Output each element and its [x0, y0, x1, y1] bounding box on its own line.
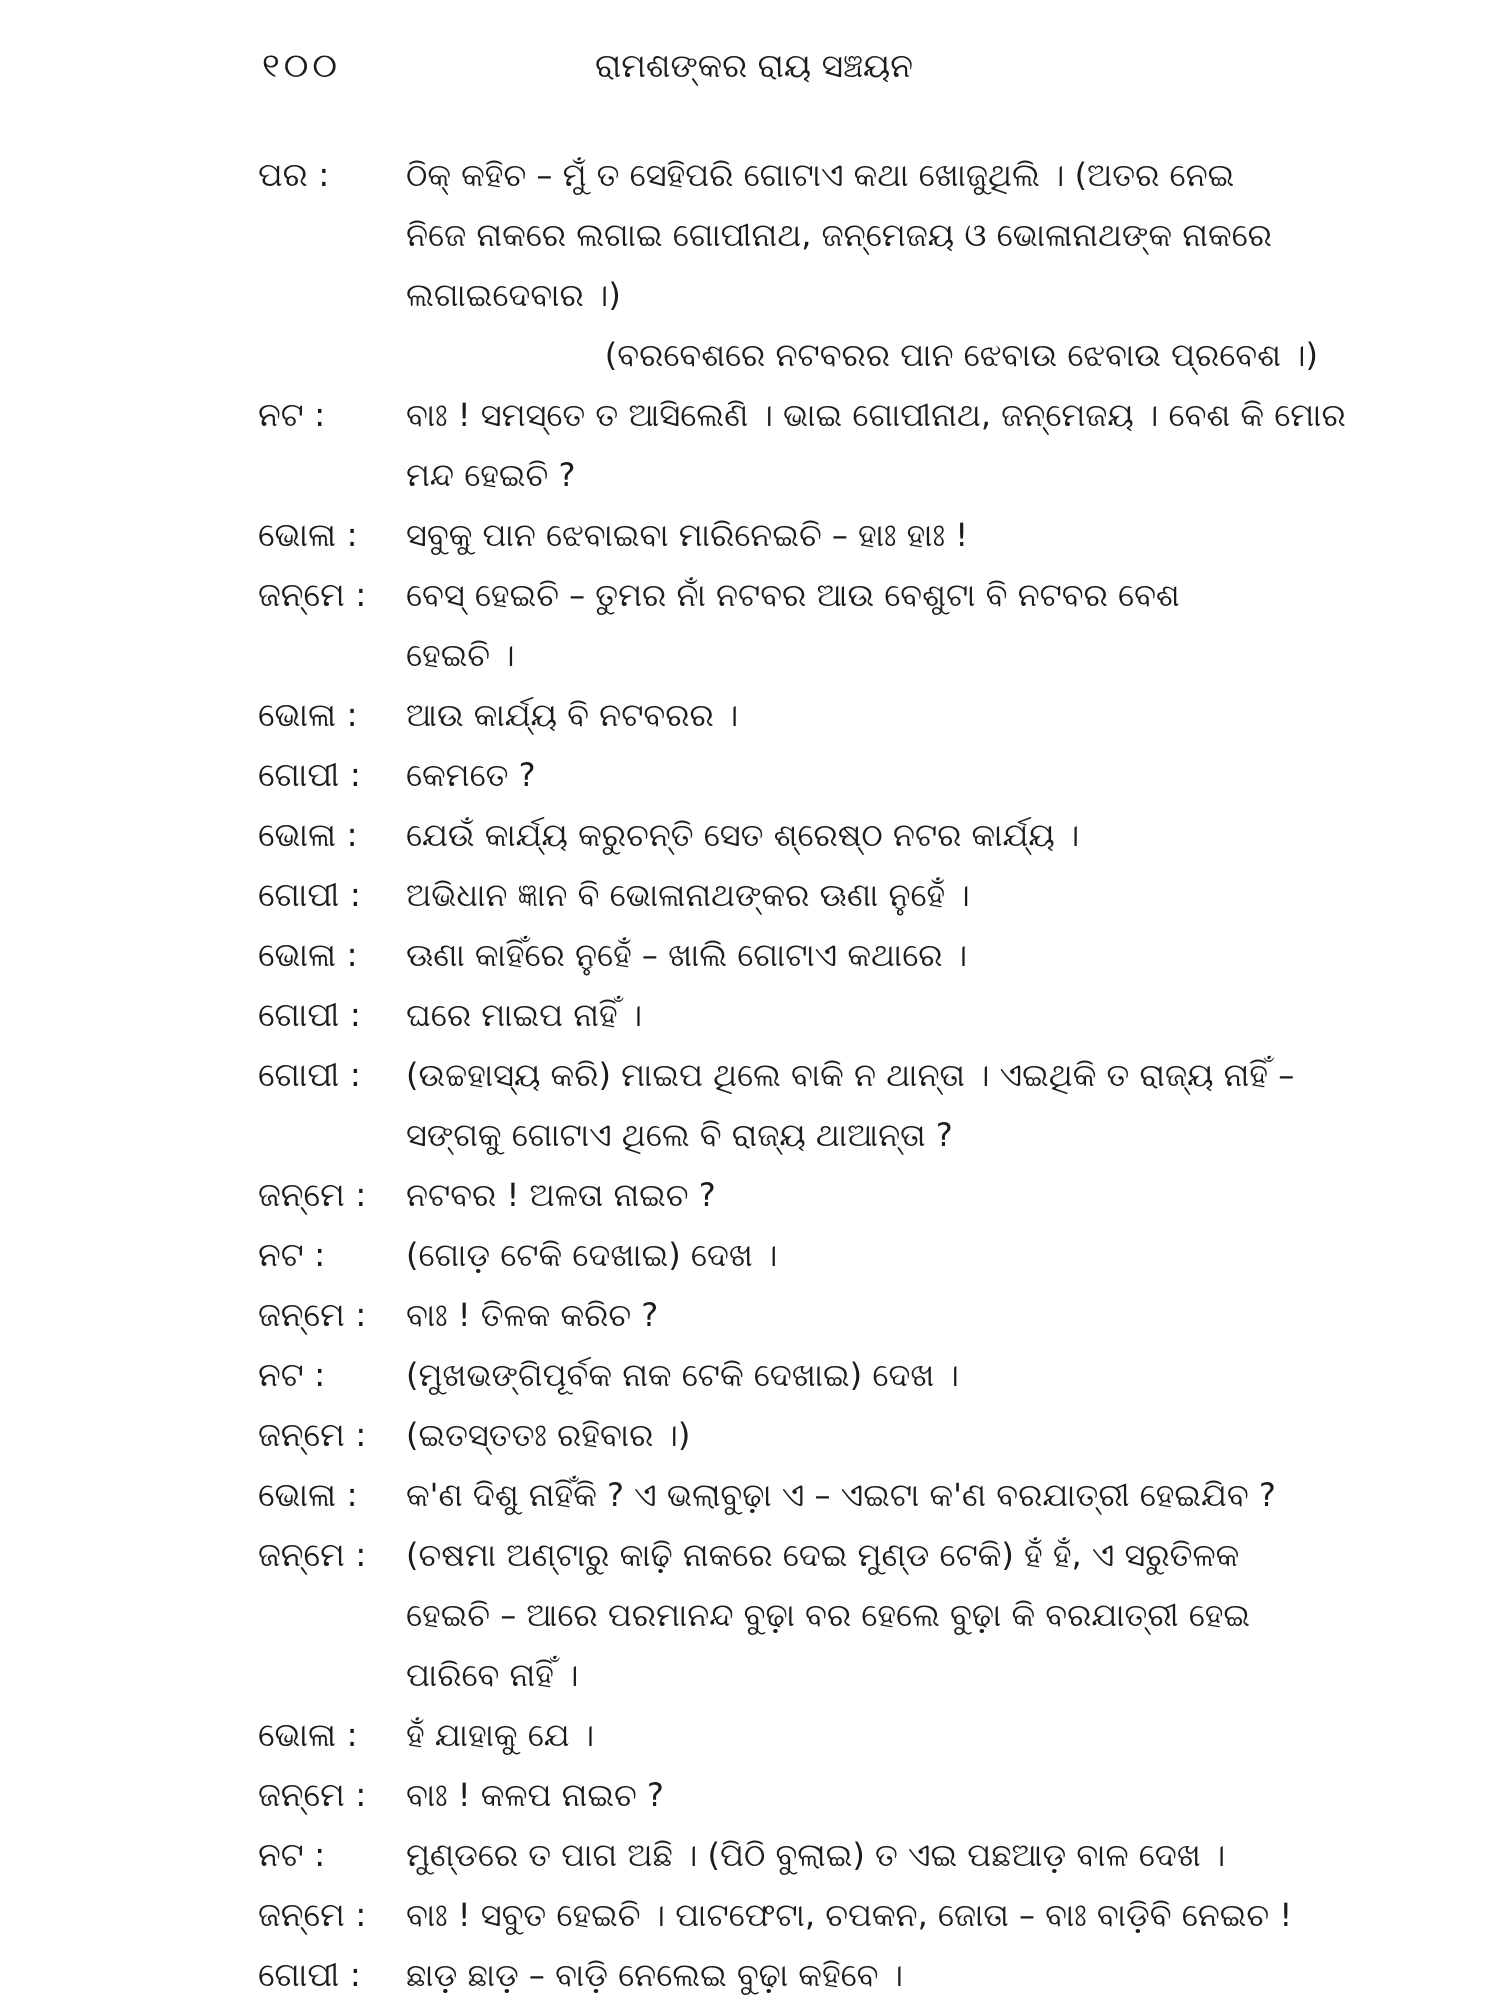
speech-line: ସବୁକୁ ପାନ ଝେବାଇବା ମାରିନେଇଚି – ହାଃ ହାଃ !	[406, 516, 969, 554]
speech-line: ବେସ୍ ହେଇଚି – ତୁମର ନାଁ ନଟବର ଆଉ ବେଶୁଟା ବି ନଟବର ବେଶ	[406, 576, 1180, 614]
speech-line: ହଁ ଯାହାକୁ ଯେ ।	[406, 1716, 595, 1754]
page-number: ୧୦୦	[262, 46, 341, 86]
speaker-name: ଜନ୍ମେ :	[258, 1535, 367, 1574]
speech-line: କ'ଣ ଦିଶୁ ନାହିଁକି ? ଏ ଭଲାବୁଢ଼ା ଏ – ଏଇଟା କ'ଣ ବରଯାତ୍ରୀ ହେଇଯିବ ?	[406, 1476, 1276, 1514]
speech-text	[406, 385, 1358, 505]
speech-line: ବାଃ ! କଳପ ନାଇଚ ?	[406, 1776, 664, 1814]
dialogue-body	[258, 145, 1358, 2005]
speaker-name: ଭୋଳା :	[258, 1475, 358, 1514]
speaker-name: ନଟ :	[258, 1235, 326, 1274]
speech-line: ଆଉ କାର୍ଯ୍ୟ ବି ନଟବରର ।	[406, 696, 739, 734]
speech-line: (ଚଷମା ଅଣ୍ଟାରୁ କାଢ଼ି ନାକରେ ଦେଇ ମୁଣ୍ଡ ଟେକି) ହଁ ହଁ, ଏ ସରୁତିଳକ	[406, 1536, 1240, 1574]
dialogue-entry	[258, 565, 1358, 685]
speech-line: ସଙ୍ଗକୁ ଗୋଟାଏ ଥିଲେ ବି ରାଜ୍ୟ ଥାଆନ୍ତା ?	[406, 1116, 953, 1154]
dialogue-entry	[258, 745, 1358, 805]
speech-line: ଲଗାଇଦେବାର ।)	[406, 276, 621, 314]
speech-line: ମନ୍ଦ ହେଇଚି ?	[406, 456, 576, 494]
speech-line: ନଟବର ! ଅଳତା ନାଇଚ ?	[406, 1176, 716, 1214]
speech-line: ଛାଡ଼ ଛାଡ଼ – ବାଡ଼ି ନେଲେଇ ବୁଢ଼ା କହିବେ ।	[406, 1956, 904, 1994]
speech-text	[406, 1945, 1358, 2005]
speaker-name: ଜନ୍ମେ :	[258, 1895, 367, 1934]
dialogue-entry	[258, 1345, 1358, 1405]
speech-text	[406, 1285, 1358, 1345]
speaker-name: ନଟ :	[258, 1835, 326, 1874]
speech-text	[406, 685, 1358, 745]
speech-text	[406, 1765, 1358, 1825]
speaker-name: ଗୋପୀ :	[258, 1955, 361, 1994]
speech-text	[406, 1885, 1358, 1945]
speech-line: ଅଭିଧାନ ଜ୍ଞାନ ବି ଭୋଳାନାଥଙ୍କର ଊଣା ନୁହେଁ ।	[406, 876, 970, 914]
speech-line: ମୁଣ୍ଡରେ ତ ପାଗ ଅଛି । (ପିଠି ବୁଲାଇ) ତ ଏଇ ପଛଆଡ଼ ବାଳ ଦେଖ ।	[406, 1836, 1226, 1874]
speaker-name: ପର :	[258, 155, 330, 194]
speaker-name: ଗୋପୀ :	[258, 875, 361, 914]
speaker-name: ଗୋପୀ :	[258, 1055, 361, 1094]
speech-text	[406, 565, 1358, 685]
speech-line: ବାଃ ! ସମସ୍ତେ ତ ଆସିଲେଣି । ଭାଇ ଗୋପୀନାଥ, ଜନ୍ମେଜୟ । ବେଶ କି ମୋର	[406, 396, 1346, 434]
speaker-name: ଗୋପୀ :	[258, 755, 361, 794]
speaker-name: ଜନ୍ମେ :	[258, 1415, 367, 1454]
dialogue-entry	[258, 925, 1358, 985]
speech-text	[406, 1525, 1358, 1705]
speaker-name: ଜନ୍ମେ :	[258, 1295, 367, 1334]
speaker-name: ଜନ୍ମେ :	[258, 1775, 367, 1814]
speech-text	[406, 1825, 1358, 1885]
dialogue-entry	[258, 985, 1358, 1045]
dialogue-entry	[258, 865, 1358, 925]
dialogue-entry	[258, 1465, 1358, 1525]
speech-text	[406, 865, 1358, 925]
speech-line: (ଉଚ୍ଚହାସ୍ୟ କରି) ମାଇପ ଥିଲେ ବାକି ନ ଥାନ୍ତା । ଏଇଥିକି ତ ରାଜ୍ୟ ନାହିଁ –	[406, 1056, 1295, 1094]
dialogue-entry	[258, 1885, 1358, 1945]
dialogue-entry	[258, 1765, 1358, 1825]
speaker-name: ଭୋଳା :	[258, 515, 358, 554]
speech-line: (ଇତସ୍ତତଃ ରହିବାର ।)	[406, 1416, 691, 1454]
speech-text	[406, 985, 1358, 1045]
dialogue-entry	[258, 385, 1358, 505]
speech-line: ବାଃ ! ସବୁତ ହେଇଚି । ପାଟଫେଟା, ଚପକନ, ଜୋତା – ବାଃ ବାଡ଼ିବି ନେଇଚ !	[406, 1896, 1293, 1934]
speaker-name: ଭୋଳା :	[258, 1715, 358, 1754]
speaker-name: ଜନ୍ମେ :	[258, 575, 367, 614]
speech-text	[406, 145, 1358, 325]
speech-text	[406, 1705, 1358, 1765]
speech-line: ଘରେ ମାଇପ ନାହିଁ ।	[406, 996, 643, 1034]
speaker-name: ନଟ :	[258, 1355, 326, 1394]
dialogue-entry	[258, 1405, 1358, 1465]
dialogue-entry	[258, 1285, 1358, 1345]
dialogue-entry	[258, 1945, 1358, 2005]
running-title: ରାମଶଙ୍କର ରାୟ ସଞ୍ଚୟନ	[595, 46, 914, 85]
speech-text	[406, 505, 1358, 565]
speaker-name: ନଟ :	[258, 395, 326, 434]
speech-line: ହେଇଚି ।	[406, 636, 515, 674]
speech-text	[406, 1045, 1358, 1165]
speaker-name: ଜନ୍ମେ :	[258, 1175, 367, 1214]
speech-line: ଊଣା କାହିଁରେ ନୁହେଁ – ଖାଲି ଗୋଟାଏ କଥାରେ ।	[406, 936, 968, 974]
speaker-name: ଗୋପୀ :	[258, 995, 361, 1034]
dialogue-entry	[258, 685, 1358, 745]
speech-text	[406, 805, 1358, 865]
speech-text	[406, 1345, 1358, 1405]
dialogue-entry	[258, 1705, 1358, 1765]
speech-line: ବାଃ ! ତିଳକ କରିଚ ?	[406, 1296, 659, 1334]
speech-line: ଠିକ୍ କହିଚ – ମୁଁ ତ ସେହିପରି ଗୋଟାଏ କଥା ଖୋଜୁଥିଲି । (ଅତର ନେଇ	[406, 156, 1235, 194]
speech-text	[406, 1165, 1358, 1225]
speech-line: ନିଜେ ନାକରେ ଲଗାଇ ଗୋପୀନାଥ, ଜନ୍ମେଜୟ ଓ ଭୋଳାନାଥଙ୍କ ନାକରେ	[406, 216, 1272, 254]
speech-line: ହେଇଚି – ଆରେ ପରମାନନ୍ଦ ବୁଢ଼ା ବର ହେଲେ ବୁଢ଼ା କି ବରଯାତ୍ରୀ ହେଇ	[406, 1596, 1251, 1634]
dialogue-entry	[258, 505, 1358, 565]
speech-line: ଯେଉଁ କାର୍ଯ୍ୟ କରୁଚନ୍ତି ସେତ ଶ୍ରେଷ୍ଠ ନଟର କାର୍ଯ୍ୟ ।	[406, 816, 1080, 854]
dialogue-entry	[258, 1525, 1358, 1705]
dialogue-entry	[258, 145, 1358, 325]
dialogue-entry	[258, 1165, 1358, 1225]
speech-line: କେମତେ ?	[406, 756, 536, 794]
speech-text	[406, 1405, 1358, 1465]
dialogue-entry	[258, 805, 1358, 865]
speech-line: ପାରିବେ ନାହିଁ ।	[406, 1656, 579, 1694]
speech-text	[406, 1465, 1358, 1525]
speech-line: (ଗୋଡ଼ ଟେକି ଦେଖାଇ) ଦେଖ ।	[406, 1236, 778, 1274]
dialogue-entry	[258, 1825, 1358, 1885]
dialogue-entry	[258, 1045, 1358, 1165]
stage-direction: (ବରବେଶରେ ନଟବରର ପାନ ଝେବାଉ ଝେବାଉ ପ୍ରବେଶ ।)	[604, 336, 1318, 374]
dialogue-entry	[258, 1225, 1358, 1285]
speech-text	[406, 745, 1358, 805]
speech-text	[406, 1225, 1358, 1285]
speaker-name: ଭୋଳା :	[258, 695, 358, 734]
speaker-name: ଭୋଳା :	[258, 815, 358, 854]
speech-line: (ମୁଖଭଙ୍ଗିପୂର୍ବକ ନାକ ଟେକି ଦେଖାଇ) ଦେଖ ।	[406, 1356, 959, 1394]
speech-text	[406, 925, 1358, 985]
speaker-name: ଭୋଳା :	[258, 935, 358, 974]
